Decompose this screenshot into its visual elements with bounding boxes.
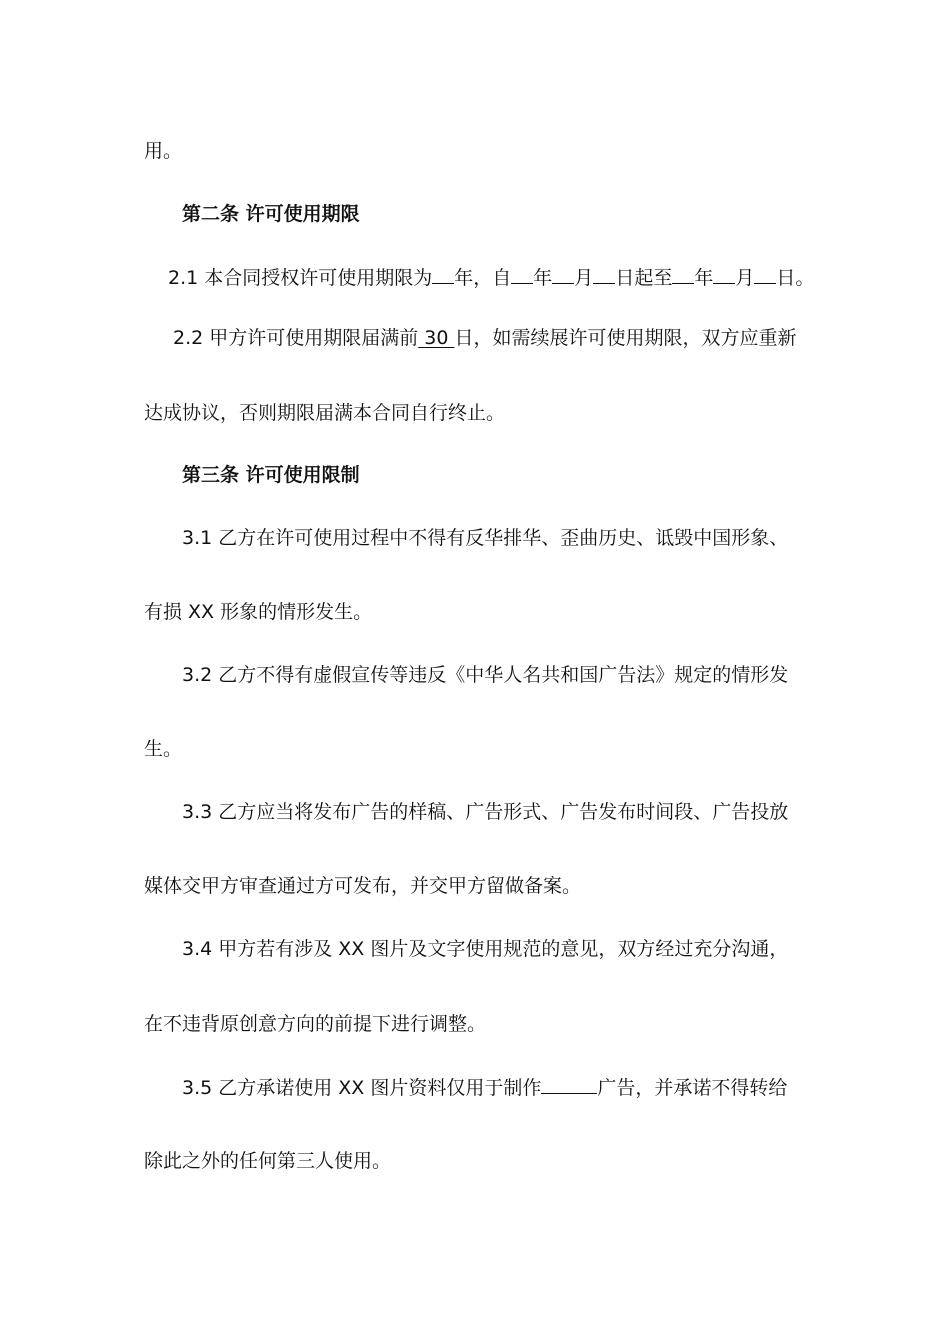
clause-text: 3.5 乙方承诺使用 XX 图片资料仅用于制作 xyxy=(182,1077,542,1099)
blank-field xyxy=(672,264,694,284)
blank-field xyxy=(754,264,776,284)
clause-text: 日，如需续展许可使用期限，双方应重新 xyxy=(454,327,797,349)
clause-3-3: 3.3 乙方应当将发布广告的样稿、广告形式、广告发布时间段、广告投放 xyxy=(182,801,789,823)
clause-3-3-cont: 媒体交甲方审查通过方可发布，并交甲方留做备案。 xyxy=(144,875,582,897)
clause-3-5 xyxy=(182,1074,787,1100)
clause-2-1 xyxy=(168,264,814,290)
clause-3-2-cont: 生。 xyxy=(144,738,183,760)
article-3-heading: 第三条 许可使用限制 xyxy=(182,464,360,486)
blank-field xyxy=(552,264,574,284)
clause-text: 年，自 xyxy=(454,267,512,289)
blank-field xyxy=(541,1074,597,1094)
blank-field xyxy=(432,264,454,284)
clause-text: 日。 xyxy=(776,267,815,289)
clause-2-2-cont: 达成协议，否则期限届满本合同自行终止。 xyxy=(144,402,506,424)
clause-2-1-text: 2.1 本合同授权许可使用期限为 xyxy=(168,267,433,289)
blank-field xyxy=(713,264,735,284)
clause-text: 年 xyxy=(533,267,553,289)
clause-3-5-cont: 除此之外的任何第三人使用。 xyxy=(144,1150,392,1172)
clause-text: 年 xyxy=(694,267,714,289)
clause-3-1-cont: 有损 XX 形象的情形发生。 xyxy=(144,601,373,623)
clause-text: 月 xyxy=(735,267,755,289)
clause-3-2: 3.2 乙方不得有虚假宣传等违反《中华人名共和国广告法》规定的情形发 xyxy=(182,664,789,686)
clause-2-2 xyxy=(173,326,797,350)
article-2-heading: 第二条 许可使用期限 xyxy=(182,203,360,225)
underlined-number: 30 xyxy=(418,327,455,349)
clause-3-4: 3.4 甲方若有涉及 XX 图片及文字使用规范的意见，双方经过充分沟通， xyxy=(182,938,789,960)
blank-field xyxy=(593,264,615,284)
clause-3-1: 3.1 乙方在许可使用过程中不得有反华排华、歪曲历史、诋毁中国形象、 xyxy=(182,527,789,549)
clause-3-4-cont: 在不违背原创意方向的前提下进行调整。 xyxy=(144,1013,487,1035)
clause-text: 2.2 甲方许可使用期限届满前 xyxy=(173,327,419,349)
clause-text: 月 xyxy=(574,267,594,289)
blank-field xyxy=(511,264,533,284)
clause-text: 日起至 xyxy=(615,267,673,289)
paragraph-continuation: 用。 xyxy=(144,140,183,162)
clause-text: 广告，并承诺不得转给 xyxy=(597,1077,788,1099)
